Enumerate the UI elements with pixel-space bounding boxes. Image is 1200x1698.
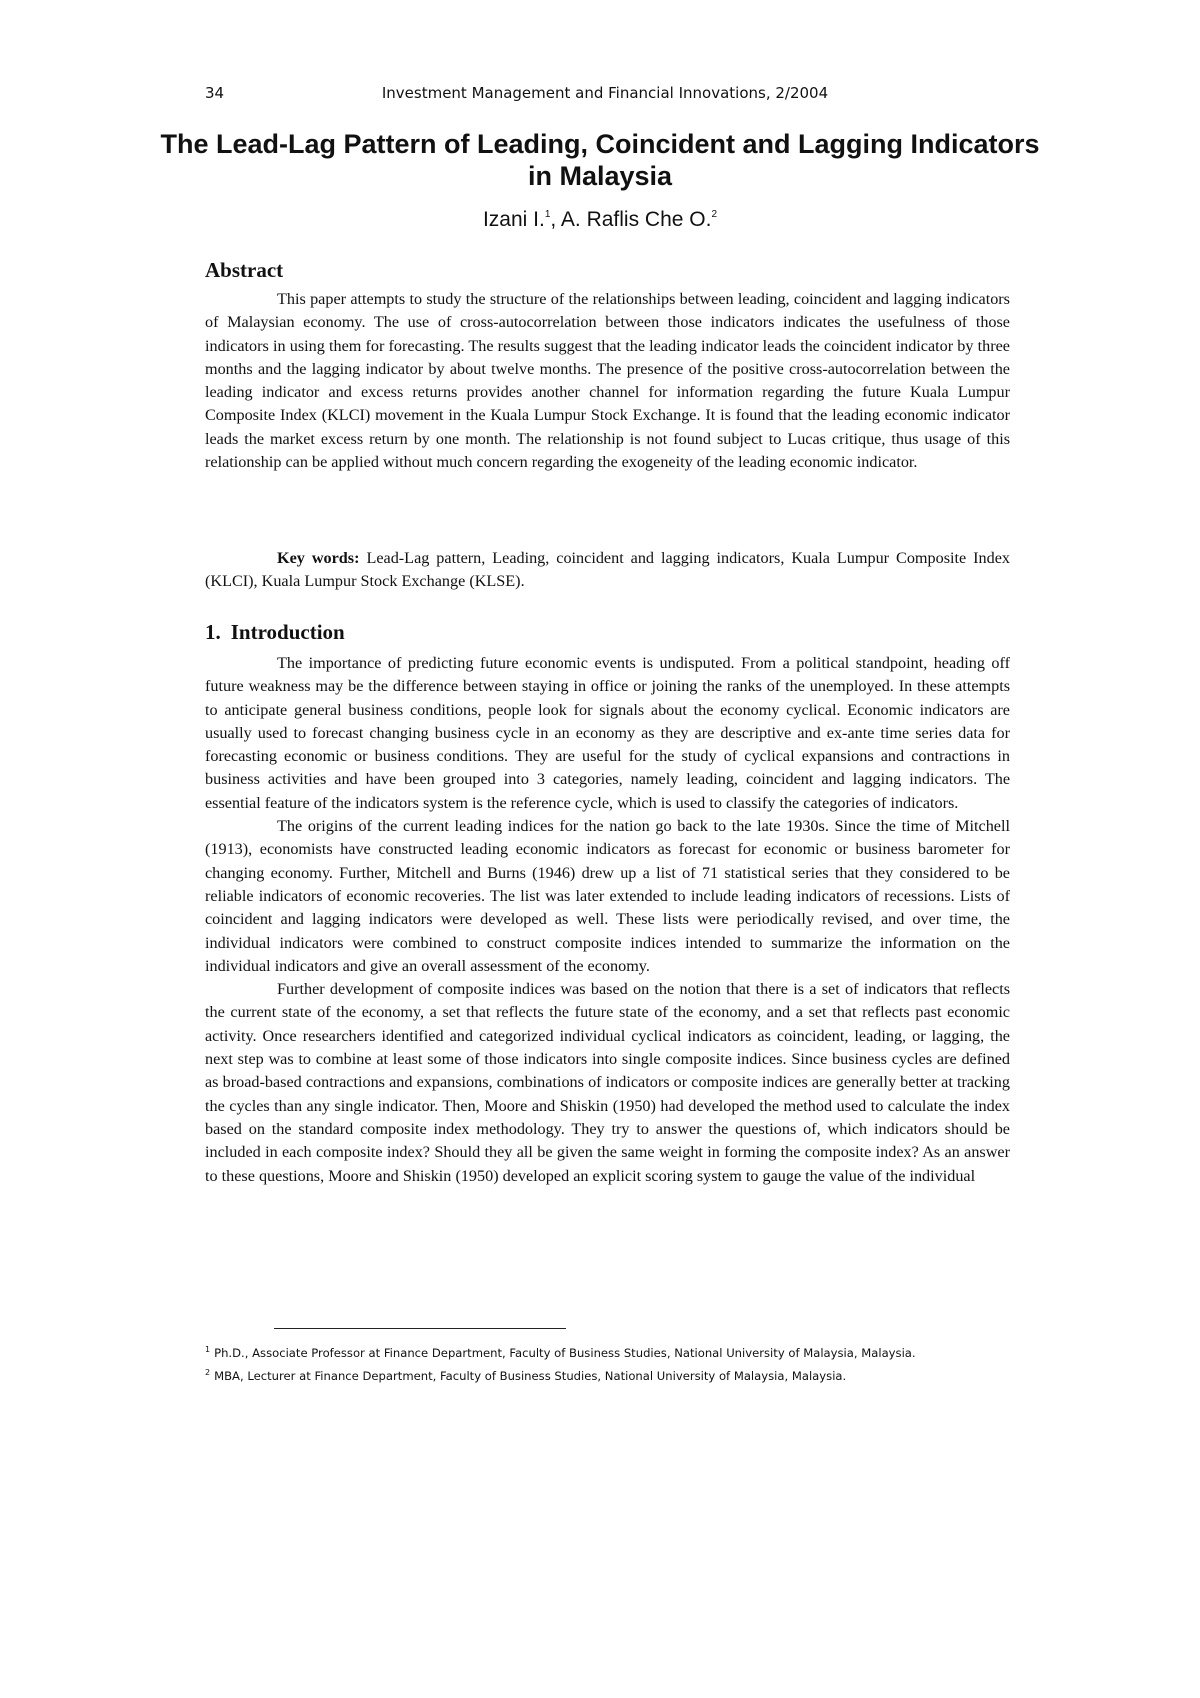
section-heading bbox=[205, 620, 345, 645]
footnote bbox=[205, 1340, 1010, 1363]
footnote-mark: 1 bbox=[544, 209, 551, 220]
page-number: 34 bbox=[205, 84, 225, 102]
footnote-mark: 1 bbox=[205, 1345, 211, 1354]
body-paragraph: Further development of composite indices was based on the notion that there is a set of indicators that reflects the current state of the economy, a set that reflects the future state of the economy, and a set that reflects past economic activity. Once researchers identified and categorized individual cyclical indicators as coincident, leading, or lagging, the next step was to combine at least some of those indicators into single composite indices. Since business cycles are defined as broad-based contractions and expansions, combinations of indicators or composite indices are generally better at tracking the cycles than any single indicator. Then, Moore and Shiskin (1950) had developed the method used to calculate the index based on the standard composite index methodology. They try to answer the questions of, which indicators should be included in each composite index? Should they all be given the same weight in forming the composite index? As an answer to these questions, Moore and Shiskin (1950) developed an explicit scoring system to gauge the value of the individual bbox=[205, 980, 1010, 1185]
body-paragraph: The importance of predicting future economic events is undisputed. From a political standpoint, heading off future weakness may be the difference between staying in office or joining the ranks of the unemployed. In these attempts to anticipate general business conditions, people look for signals about the economy cyclical. Economic indicators are usually used to forecast changing business cycle in an economy as they are descriptive and ex-ante time series data for forecasting economic or business conditions. They are useful for the study of cyclical expansions and contractions in business activities and have been grouped into 3 categories, namely leading, coincident and lagging indicators. The essential feature of the indicators system is the reference cycle, which is used to classify the categories of indicators. bbox=[205, 654, 1010, 812]
abstract-text: This paper attempts to study the structure of the relationships between leading, coincident and lagging indicators of Malaysian economy. The use of cross-autocorrelation between those indicators indicates the usefulness of those indicators in using them for forecasting. The results suggest that the leading indicator leads the coincident indicator by three months and the lagging indicator by about twelve months. The presence of the positive cross-autocorrelation between the leading indicator and excess returns provides another channel for information regarding the future Kuala Lumpur Composite Index (KLCI) movement in the Kuala Lumpur Stock Exchange. It is found that the leading economic indicator leads the market excess return by one month. The relationship is not found subject to Lucas critique, thus usage of this relationship can be applied without much concern regarding the exogeneity of the leading economic indicator. bbox=[205, 290, 1010, 472]
footnote-divider bbox=[274, 1328, 566, 1329]
keywords-label: Key words: bbox=[277, 549, 360, 567]
author-line bbox=[160, 208, 1040, 232]
body-paragraph: The origins of the current leading indices for the nation go back to the late 1930s. Since the time of Mitchell (1913), economists have constructed leading economic indicators as forecast for economic or business barometer for changing economy. Further, Mitchell and Burns (1946) drew up a list of 71 statistical series that they considered to be reliable indicators of economic recoveries. The list was later extended to include leading indicators of recessions. Lists of coincident and lagging indicators were developed as well. These lists were periodically revised, and over time, the individual indicators were combined to construct composite indices intended to summarize the information on the individual indicators and give an overall assessment of the economy. bbox=[205, 817, 1010, 975]
footnote-mark: 2 bbox=[205, 1368, 211, 1377]
footnotes bbox=[205, 1340, 1010, 1386]
section-number: 1. bbox=[205, 620, 221, 644]
section-title: Introduction bbox=[230, 620, 345, 644]
footnote-text: MBA, Lecturer at Finance Department, Faculty of Business Studies, National University of Malaysia, Malaysia. bbox=[214, 1369, 847, 1383]
keywords-text: Lead-Lag pattern, Leading, coincident and lagging indicators, Kuala Lumpur Composite Index (KLCI), Kuala Lumpur Stock Exchange (KLSE). bbox=[205, 549, 1010, 591]
keywords bbox=[205, 547, 1010, 594]
author-name: A. Raflis Che O. bbox=[560, 208, 712, 231]
footnote-text: Ph.D., Associate Professor at Finance Department, Faculty of Business Studies, National University of Malaysia, Malaysia. bbox=[214, 1346, 916, 1360]
journal-name: Investment Management and Financial Innovations, 2/2004 bbox=[381, 84, 829, 102]
author-name: Izani I. bbox=[482, 208, 545, 231]
paper-title: The Lead-Lag Pattern of Leading, Coincident and Lagging Indicators in Malaysia bbox=[160, 129, 1040, 191]
footnote-mark: 2 bbox=[711, 209, 718, 220]
introduction-body bbox=[205, 652, 1010, 1188]
footnote bbox=[205, 1363, 1010, 1386]
author-separator: , bbox=[550, 208, 561, 231]
abstract-heading: Abstract bbox=[205, 258, 284, 282]
